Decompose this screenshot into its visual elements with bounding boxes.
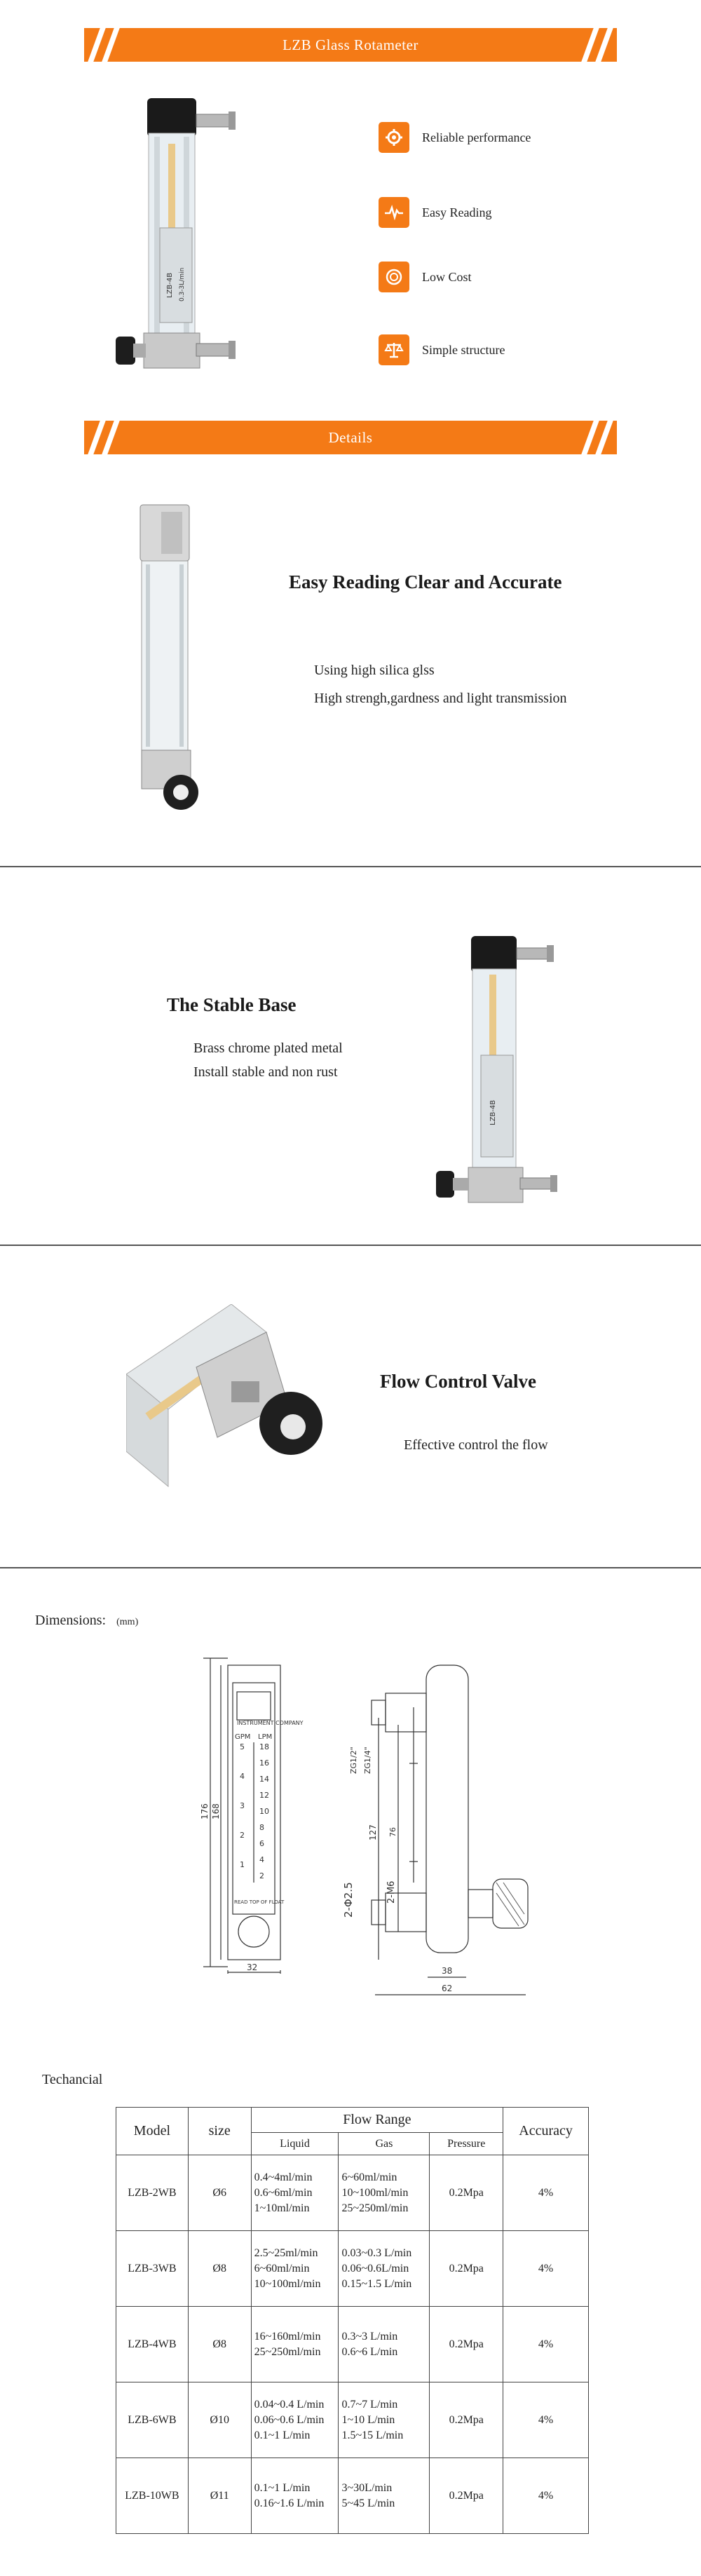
balance-icon — [379, 334, 409, 365]
cell-accuracy: 4% — [503, 2458, 589, 2534]
cell-size: Ø11 — [188, 2458, 251, 2534]
feature-simple-structure — [379, 334, 505, 366]
section-divider — [0, 1245, 701, 1246]
table-row — [116, 2155, 589, 2231]
cell-liquid: 16~160ml/min 25~250ml/min — [251, 2307, 339, 2382]
scale-tick-right: 12 — [259, 1791, 269, 1800]
cell-liquid: 0.04~0.4 L/min 0.06~0.6 L/min 0.1~1 L/min — [251, 2382, 339, 2458]
cell-model: LZB-10WB — [116, 2458, 189, 2534]
scale-tick-right: 6 — [259, 1839, 264, 1848]
cell-model: LZB-2WB — [116, 2155, 189, 2231]
table-row — [116, 2382, 589, 2458]
svg-text:LZB-4B: LZB-4B — [166, 272, 174, 298]
spec-table — [116, 2107, 589, 2534]
dim-width: 32 — [247, 1962, 258, 1972]
cell-pressure: 0.2Mpa — [430, 2307, 503, 2382]
holes-label: 2-M6 — [386, 1880, 397, 1904]
cell-model: LZB-3WB — [116, 2231, 189, 2307]
cell-model: LZB-4WB — [116, 2307, 189, 2382]
cell-gas: 0.3~3 L/min 0.6~6 L/min — [339, 2307, 430, 2382]
scale-tick-right: 16 — [259, 1758, 269, 1768]
dimensions-heading — [35, 1613, 138, 1629]
table-row — [116, 2231, 589, 2307]
table-row — [116, 2307, 589, 2382]
product-image-glass-tube — [126, 501, 210, 817]
feature-label: Simple structure — [422, 342, 505, 357]
cell-pressure: 0.2Mpa — [430, 2155, 503, 2231]
dim-body: 168 — [211, 1803, 221, 1819]
cell-gas: 3~30L/min 5~45 L/min — [339, 2458, 430, 2534]
header-model: Model — [116, 2108, 189, 2155]
cell-liquid: 2.5~25ml/min 6~60ml/min 10~100ml/min — [251, 2231, 339, 2307]
feature-label: Low Cost — [422, 269, 472, 284]
scale-tick-left: 2 — [240, 1831, 245, 1840]
cell-liquid: 0.4~4ml/min 0.6~6ml/min 1~10ml/min — [251, 2155, 339, 2231]
dim-depth: 38 — [442, 1966, 453, 1976]
scale-brand: INSTRUMENT COMPANY — [237, 1720, 304, 1726]
feature-label: Easy Reading — [422, 205, 492, 219]
cell-size: Ø8 — [188, 2307, 251, 2382]
scale-tick-left: 4 — [240, 1772, 245, 1781]
section-text: Brass chrome plated metal — [193, 1040, 343, 1056]
section-title: Easy Reading Clear and Accurate — [289, 571, 562, 592]
feature-low-cost — [379, 261, 472, 293]
dim-height: 127 — [368, 1824, 378, 1841]
cell-accuracy: 4% — [503, 2155, 589, 2231]
coin-icon — [379, 262, 409, 292]
holes-label: 2-Φ2.5 — [342, 1882, 355, 1918]
dim-inner: 76 — [388, 1827, 397, 1837]
scale-tick-right: 18 — [259, 1742, 269, 1751]
cell-accuracy: 4% — [503, 2307, 589, 2382]
cell-gas: 0.7~7 L/min 1~10 L/min 1.5~15 L/min — [339, 2382, 430, 2458]
cell-liquid: 0.1~1 L/min 0.16~1.6 L/min — [251, 2458, 339, 2534]
header-flow-range: Flow Range — [251, 2108, 503, 2133]
banner-title: LZB Glass Rotameter — [283, 36, 418, 53]
section-divider — [0, 866, 701, 867]
cell-size: Ø8 — [188, 2231, 251, 2307]
cell-gas: 0.03~0.3 L/min 0.06~0.6L/min 0.15~1.5 L/min — [339, 2231, 430, 2307]
cell-pressure: 0.2Mpa — [430, 2458, 503, 2534]
port-label: ZG1/2" — [349, 1747, 358, 1774]
header-pressure: Pressure — [430, 2133, 503, 2155]
section-title: The Stable Base — [167, 994, 297, 1015]
product-image-rotameter — [105, 95, 266, 379]
feature-reliable — [379, 121, 531, 154]
scale-tick-right: 10 — [259, 1807, 269, 1816]
section-divider — [0, 1567, 701, 1568]
scale-tick-right: 14 — [259, 1775, 269, 1784]
scale-gpm: GPM — [235, 1733, 251, 1741]
product-image-valve — [126, 1304, 322, 1497]
section-text: Effective control the flow — [404, 1437, 548, 1453]
scale-tick-left: 5 — [240, 1742, 245, 1751]
scale-tick-right: 8 — [259, 1823, 264, 1832]
header-size: size — [188, 2108, 251, 2155]
port-label: ZG1/4" — [363, 1747, 372, 1774]
dim-total-depth: 62 — [442, 1984, 453, 1993]
cell-accuracy: 4% — [503, 2231, 589, 2307]
section-title: Flow Control Valve — [380, 1371, 537, 1392]
section-text: Install stable and non rust — [193, 1064, 338, 1080]
header-gas: Gas — [339, 2133, 430, 2155]
scale-lpm: LPM — [258, 1733, 273, 1741]
cell-model: LZB-6WB — [116, 2382, 189, 2458]
details-banner — [84, 421, 617, 454]
table-row — [116, 2458, 589, 2534]
cell-accuracy: 4% — [503, 2382, 589, 2458]
section-text: High strengh,gardness and light transmission — [314, 691, 567, 706]
svg-text:LZB-4B: LZB-4B — [489, 1099, 497, 1125]
cell-pressure: 0.2Mpa — [430, 2231, 503, 2307]
gear-icon — [379, 122, 409, 153]
product-image-base — [428, 933, 575, 1213]
side-view-drawing — [315, 1651, 547, 2002]
cell-pressure: 0.2Mpa — [430, 2382, 503, 2458]
pulse-icon — [379, 197, 409, 228]
header-accuracy: Accuracy — [503, 2108, 589, 2155]
front-view-drawing — [161, 1651, 315, 1981]
cell-gas: 6~60ml/min 10~100ml/min 25~250ml/min — [339, 2155, 430, 2231]
scale-tick-right: 4 — [259, 1855, 264, 1864]
feature-easy-reading — [379, 196, 491, 229]
scale-tick-left: 3 — [240, 1801, 245, 1810]
feature-label: Reliable performance — [422, 130, 531, 144]
svg-text:0.3-3L/min: 0.3-3L/min — [179, 267, 186, 301]
header-liquid: Liquid — [251, 2133, 339, 2155]
technical-label: Techancial — [42, 2072, 103, 2087]
scale-note: READ TOP OF FLOAT — [234, 1899, 285, 1905]
banner-title: Details — [328, 429, 373, 446]
scale-tick-left: 1 — [240, 1860, 245, 1869]
title-banner — [84, 28, 617, 62]
dimensions-label: Dimensions: — [35, 1613, 107, 1628]
dimensions-unit: (mm) — [116, 1617, 139, 1627]
section-text: Using high silica glss — [314, 663, 435, 678]
cell-size: Ø10 — [188, 2382, 251, 2458]
dim-total: 176 — [200, 1803, 210, 1819]
scale-tick-right: 2 — [259, 1871, 264, 1880]
cell-size: Ø6 — [188, 2155, 251, 2231]
